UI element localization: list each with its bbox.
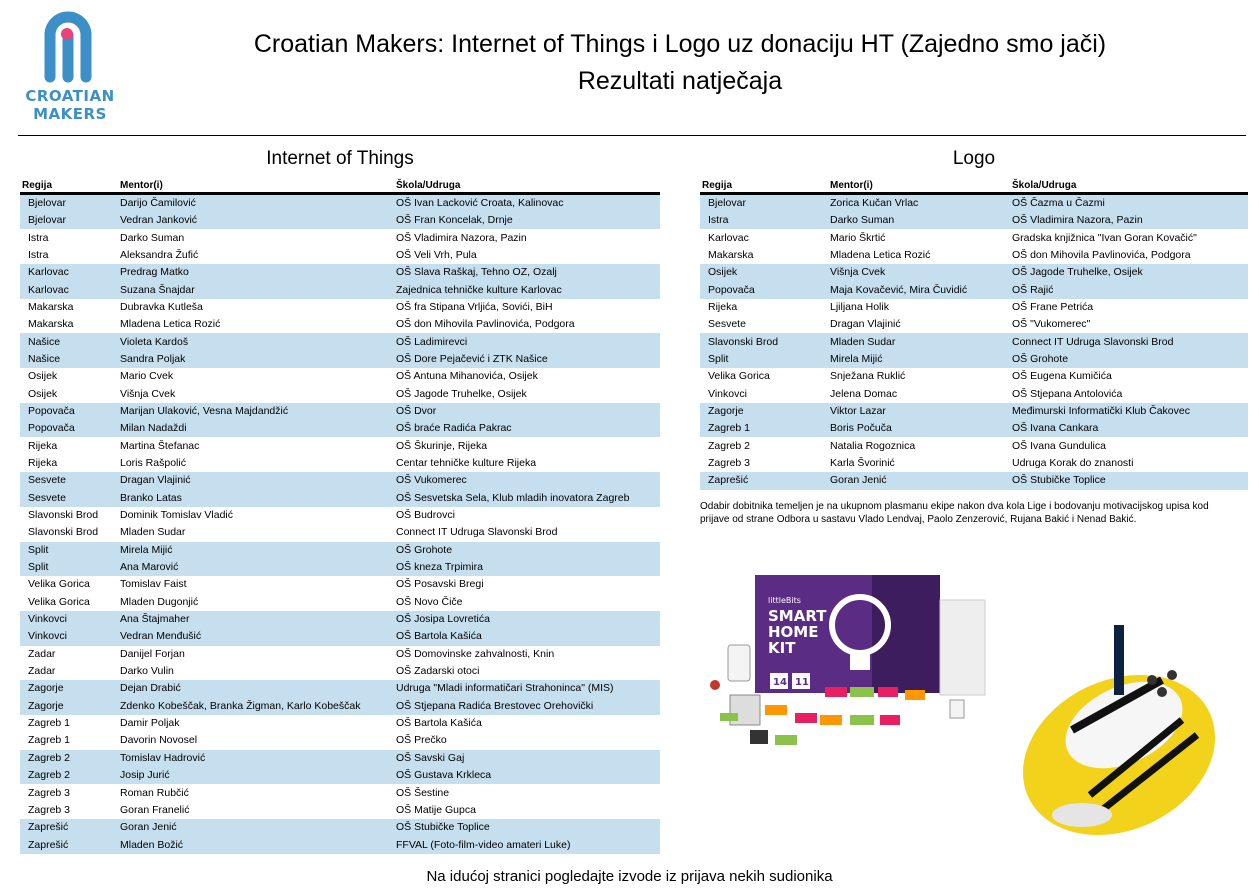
cell-mentor: Goran Franelić	[120, 803, 190, 816]
column-header-skola: Škola/Udruga	[1010, 180, 1248, 194]
croatian-makers-logo	[20, 5, 120, 123]
cell-skola: OŠ Zadarski otoci	[396, 665, 480, 678]
cell-regija: Makarska	[708, 248, 754, 261]
table-row	[20, 194, 660, 213]
cell-skola: OŠ Budrovci	[396, 509, 455, 522]
cell-skola: OŠ Dore Pejačević i ZTK Našice	[394, 351, 660, 368]
cell-regija: Vinkovci	[20, 628, 118, 645]
cell-skola: OŠ Posavski Bregi	[396, 578, 484, 591]
cell-skola: OŠ Gustava Krkleca	[394, 767, 660, 784]
selection-note: Odabir dobitnika temeljen je na ukupnom plasmanu ekipe nakon dva kola Lige i bodovanju motivacijskog upisa kod prijave od strane Odbora u sastavu Vlado Lendvaj, Paolo Zenzerović, Rujana Bakić i Nenad Bakić.	[700, 501, 1209, 525]
table-row	[20, 299, 660, 316]
cell-skola: OŠ Ivana Cankara	[1010, 420, 1248, 437]
cell-mentor: Mladen Božić	[118, 836, 394, 853]
cell-mentor: Mladena Letica Rozić	[120, 318, 221, 331]
smart-home-kit-image	[700, 575, 1005, 775]
cell-skola: OŠ Fran Koncelak, Drnje	[394, 212, 660, 229]
table-row	[700, 212, 1248, 229]
cell-mentor: Suzana Šnajdar	[118, 281, 394, 298]
table-row	[20, 368, 660, 385]
table-row	[20, 455, 660, 472]
table-row	[700, 264, 1248, 281]
cell-regija: Sesvete	[20, 472, 118, 489]
cell-mentor: Zorica Kučan Vrlac	[828, 194, 1010, 213]
cell-mentor: Boris Počuča	[828, 420, 1010, 437]
cell-regija: Našice	[20, 333, 118, 350]
cell-regija: Slavonski Brod	[28, 526, 99, 539]
table-row	[700, 403, 1248, 420]
cell-skola: OŠ Frane Petrića	[1012, 300, 1094, 313]
iot-section-title: Internet of Things	[266, 148, 414, 169]
cell-mentor: Jelena Domac	[830, 387, 898, 400]
cell-regija: Velika Gorica	[28, 578, 90, 591]
table-row	[20, 836, 660, 853]
table-row	[20, 576, 660, 593]
table-row	[700, 351, 1248, 368]
cell-skola: OŠ Dvor	[394, 403, 660, 420]
page-subtitle: Rezultati natječaja	[577, 67, 783, 95]
cell-skola: OŠ Savski Gaj	[394, 750, 660, 767]
svg-text:HOME: HOME	[768, 623, 819, 641]
cell-mentor: Višnja Cvek	[120, 387, 176, 400]
cell-regija: Zagorje	[700, 403, 828, 420]
cell-regija: Zagreb 1	[700, 420, 828, 437]
cell-regija: Rijeka	[708, 300, 738, 313]
cell-mentor: Snježana Ruklić	[830, 370, 906, 383]
cell-mentor: Aleksandra Žufić	[120, 248, 199, 261]
table-row	[20, 507, 660, 524]
cell-skola: OŠ don Mihovila Pavlinovića, Podgora	[1012, 248, 1191, 261]
svg-text:SMART: SMART	[768, 607, 827, 625]
table-row	[20, 212, 660, 229]
table-row	[700, 368, 1248, 385]
header-divider	[18, 135, 1246, 136]
svg-text:11: 11	[795, 677, 809, 688]
svg-text:littleBits: littleBits	[768, 596, 801, 605]
cell-regija: Split	[700, 351, 828, 368]
table-row	[20, 628, 660, 645]
cell-skola: OŠ don Mihovila Pavlinovića, Podgora	[396, 318, 575, 331]
cell-regija: Zadar	[28, 665, 56, 678]
table-row	[20, 472, 660, 489]
cell-regija: Slavonski Brod	[28, 509, 99, 522]
cell-regija: Sesvete	[20, 490, 118, 507]
table-row	[20, 229, 660, 246]
cell-regija: Zaprešić	[20, 836, 118, 853]
cell-regija: Makarska	[28, 300, 74, 313]
table-row	[20, 490, 660, 507]
cell-skola: OŠ Eugena Kumičića	[1012, 370, 1112, 383]
svg-text:14: 14	[773, 677, 787, 688]
cell-skola: Udruga Korak do znanosti	[1012, 456, 1134, 469]
cell-skola: OŠ Prečko	[396, 734, 447, 747]
cell-skola: OŠ Stjepana Radića Brestovec Orehovički	[394, 698, 660, 715]
cell-regija: Zadar	[28, 647, 56, 660]
table-header-row	[700, 180, 1248, 194]
column-header-mentor: Mentor(i)	[118, 180, 394, 194]
cell-mentor: Milan Nadaždi	[118, 420, 394, 437]
cell-skola: OŠ Bartola Kašića	[394, 628, 660, 645]
cell-mentor: Marijan Ulaković, Vesna Majdandžić	[118, 403, 394, 420]
table-row	[700, 281, 1248, 298]
cell-mentor: Goran Jenić	[118, 819, 394, 836]
cell-regija: Bjelovar	[20, 212, 118, 229]
table-row	[20, 542, 660, 559]
cell-mentor: Violeta Kardoš	[118, 333, 394, 350]
table-row	[20, 698, 660, 715]
cell-mentor: Ljiljana Holik	[830, 300, 889, 313]
cell-skola: OŠ Stubičke Toplice	[1010, 472, 1248, 489]
cell-mentor: Mirela Mijić	[118, 542, 394, 559]
cell-skola: Connect IT Udruga Slavonski Brod	[396, 526, 558, 539]
cell-skola: OŠ Vladimira Nazora, Pazin	[396, 231, 527, 244]
table-row	[20, 247, 660, 264]
table-header-row	[20, 180, 660, 194]
cell-regija: Istra	[28, 231, 49, 244]
column-header-regija: Regija	[20, 180, 118, 194]
cell-regija: Osijek	[28, 387, 58, 400]
cell-regija: Zagorje	[20, 698, 118, 715]
cell-skola: Centar tehničke kulture Rijeka	[396, 456, 537, 469]
cell-regija: Split	[20, 542, 118, 559]
cell-skola: OŠ braće Radića Pakrac	[394, 420, 660, 437]
cell-mentor: Davorin Novosel	[120, 734, 198, 747]
table-row	[20, 264, 660, 281]
table-row	[20, 351, 660, 368]
cell-regija: Bjelovar	[20, 194, 118, 213]
cell-skola: OŠ Josipa Lovretića	[394, 611, 660, 628]
table-row	[20, 767, 660, 784]
cell-mentor: Mirela Mijić	[828, 351, 1010, 368]
table-row	[700, 229, 1248, 246]
cell-skola: OŠ Slava Raškaj, Tehno OZ, Ozalj	[394, 264, 660, 281]
table-row	[20, 403, 660, 420]
cell-mentor: Vedran Janković	[118, 212, 394, 229]
cell-mentor: Mladen Sudar	[120, 526, 186, 539]
table-row	[20, 663, 660, 680]
cell-regija: Zagreb 3	[28, 803, 71, 816]
table-row	[20, 333, 660, 350]
cell-regija: Vinkovci	[708, 387, 747, 400]
cell-mentor: Danijel Forjan	[120, 647, 185, 660]
cell-skola: Udruga "Mladi informatičari Strahoninca" (MIS)	[394, 680, 660, 697]
table-row	[20, 784, 660, 801]
cell-mentor: Ana Štajmaher	[118, 611, 394, 628]
cell-regija: Popovača	[700, 281, 828, 298]
cell-skola: Connect IT Udruga Slavonski Brod	[1010, 333, 1248, 350]
cell-regija: Zagreb 3	[28, 786, 71, 799]
cell-regija: Popovača	[20, 420, 118, 437]
cell-mentor: Vedran Menđušić	[118, 628, 394, 645]
cell-skola: Gradska knjižnica "Ivan Goran Kovačić"	[1012, 231, 1197, 244]
cell-regija: Istra	[700, 212, 828, 229]
cell-skola: OŠ Šestine	[396, 786, 450, 799]
cell-mentor: Darijo Čamilović	[118, 194, 394, 213]
cell-mentor: Mladen Sudar	[828, 333, 1010, 350]
cell-regija: Našice	[20, 351, 118, 368]
cell-regija: Zagreb 3	[708, 456, 751, 469]
column-header-regija: Regija	[700, 180, 828, 194]
cell-mentor: Viktor Lazar	[828, 403, 1010, 420]
cell-skola: OŠ Domovinske zahvalnosti, Knin	[396, 647, 555, 660]
table-row	[20, 732, 660, 749]
cell-mentor: Sandra Poljak	[118, 351, 394, 368]
cell-mentor: Maja Kovačević, Mira Čuvidić	[828, 281, 1010, 298]
cell-skola: OŠ Škurinje, Rijeka	[396, 439, 488, 452]
cell-mentor: Roman Rubčić	[120, 786, 189, 799]
cell-mentor: Goran Jenić	[828, 472, 1010, 489]
cell-skola: OŠ Stjepana Antolovića	[1012, 387, 1123, 400]
cell-regija: Vinkovci	[20, 611, 118, 628]
footer-note: Na idućoj stranici pogledajte izvode iz prijava nekih sudionika	[426, 868, 833, 885]
cell-skola: OŠ Vukomerec	[394, 472, 660, 489]
cell-regija: Zagreb 2	[708, 439, 751, 452]
cell-mentor: Predrag Matko	[118, 264, 394, 281]
table-row	[20, 750, 660, 767]
cell-skola: OŠ Antuna Mihanovića, Osijek	[396, 370, 538, 383]
iot-results-table	[20, 180, 660, 854]
table-row	[20, 316, 660, 333]
cell-mentor: Darko Suman	[828, 212, 1010, 229]
cell-mentor: Zdenko Kobeščak, Branka Žigman, Karlo Kobeščak	[118, 698, 394, 715]
cell-regija: Osijek	[28, 370, 58, 383]
cell-regija: Zaprešić	[20, 819, 118, 836]
cell-regija: Karlovac	[20, 281, 118, 298]
cell-skola: OŠ Veli Vrh, Pula	[396, 248, 477, 261]
logo-text-line1: CROATIAN	[25, 87, 115, 105]
cell-regija: Karlovac	[20, 264, 118, 281]
cell-regija: Zagreb 2	[20, 750, 118, 767]
cell-mentor: Martina Štefanac	[120, 439, 200, 452]
cell-skola: OŠ Stubičke Toplice	[394, 819, 660, 836]
cell-regija: Velika Gorica	[708, 370, 770, 383]
cell-regija: Popovača	[20, 403, 118, 420]
cell-mentor: Branko Latas	[118, 490, 394, 507]
cell-skola: OŠ Rajić	[1010, 281, 1248, 298]
cell-skola: OŠ Ladimirevci	[394, 333, 660, 350]
cell-regija: Split	[20, 559, 118, 576]
cell-regija: Bjelovar	[700, 194, 828, 213]
cell-mentor: Mladen Dugonjić	[120, 595, 199, 608]
cell-mentor: Darko Vulin	[120, 665, 174, 678]
cell-skola: OŠ Jagode Truhelke, Osijek	[396, 387, 527, 400]
table-row	[20, 594, 660, 611]
cell-skola: OŠ Čazma u Čazmi	[1010, 194, 1248, 213]
table-row	[20, 559, 660, 576]
cell-regija: Istra	[28, 248, 49, 261]
cell-skola: OŠ Grohote	[1010, 351, 1248, 368]
logo-section-title: Logo	[952, 148, 996, 169]
cell-regija: Osijek	[700, 264, 828, 281]
logo-robot-car-image	[1012, 620, 1227, 840]
cell-skola: OŠ Ivana Gundulica	[1012, 439, 1106, 452]
cell-mentor: Tomislav Faist	[120, 578, 187, 591]
table-row	[700, 333, 1248, 350]
cell-skola: Zajednica tehničke kulture Karlovac	[394, 281, 660, 298]
cell-mentor: Ana Marović	[118, 559, 394, 576]
cell-skola: OŠ kneza Trpimira	[394, 559, 660, 576]
cell-skola: OŠ Matije Gupca	[396, 803, 476, 816]
cell-regija: Makarska	[28, 318, 74, 331]
logo-text-line2: MAKERS	[33, 105, 107, 123]
cell-mentor: Višnja Cvek	[828, 264, 1010, 281]
cell-skola: OŠ Bartola Kašića	[396, 717, 482, 730]
logo-results-table	[700, 180, 1248, 490]
cell-skola: OŠ Vladimira Nazora, Pazin	[1010, 212, 1248, 229]
table-row	[20, 715, 660, 732]
cell-mentor: Dejan Drabić	[118, 680, 394, 697]
cell-mentor: Damir Poljak	[120, 717, 180, 730]
cell-skola: OŠ fra Stipana Vrljića, Sovići, BiH	[396, 300, 553, 313]
table-row	[700, 247, 1248, 264]
column-header-mentor: Mentor(i)	[828, 180, 1010, 194]
cell-mentor: Natalia Rogoznica	[830, 439, 916, 452]
cell-regija: Zagreb 1	[28, 734, 71, 747]
table-row	[700, 472, 1248, 489]
cell-mentor: Tomislav Hadrović	[118, 750, 394, 767]
cell-mentor: Loris Rašpolić	[120, 456, 186, 469]
table-row	[700, 437, 1248, 454]
cell-mentor: Josip Jurić	[118, 767, 394, 784]
table-row	[20, 437, 660, 454]
cell-skola: FFVAL (Foto-film-video amateri Luke)	[394, 836, 660, 853]
table-row	[20, 420, 660, 437]
cell-regija: Slavonski Brod	[700, 333, 828, 350]
cell-mentor: Darko Suman	[120, 231, 185, 244]
table-row	[20, 524, 660, 541]
cell-mentor: Karla Švorinić	[830, 456, 895, 469]
cell-mentor: Dragan Vlajinić	[118, 472, 394, 489]
table-row	[20, 385, 660, 402]
cell-skola: OŠ Jagode Truhelke, Osijek	[1010, 264, 1248, 281]
cell-mentor: Mario Škrtić	[830, 231, 886, 244]
cell-skola: OŠ "Vukomerec"	[1012, 318, 1091, 331]
cell-regija: Rijeka	[28, 439, 58, 452]
cell-regija: Velika Gorica	[28, 595, 90, 608]
cell-regija: Sesvete	[708, 318, 746, 331]
column-header-skola: Škola/Udruga	[394, 180, 660, 194]
table-row	[20, 819, 660, 836]
table-row	[20, 646, 660, 663]
cell-skola: OŠ Grohote	[394, 542, 660, 559]
cell-mentor: Dragan Vlajinić	[830, 318, 901, 331]
cell-regija: Zagreb 2	[20, 767, 118, 784]
cell-skola: OŠ Novo Čiče	[396, 595, 463, 608]
table-row	[20, 680, 660, 697]
cell-mentor: Mario Cvek	[120, 370, 174, 383]
cell-regija: Zaprešić	[700, 472, 828, 489]
cell-skola: OŠ Ivan Lacković Croata, Kalinovac	[394, 194, 660, 213]
cell-regija: Rijeka	[28, 456, 58, 469]
cell-regija: Zagorje	[20, 680, 118, 697]
cell-skola: OŠ Sesvetska Sela, Klub mladih inovatora Zagreb	[394, 490, 660, 507]
table-row	[700, 299, 1248, 316]
cell-skola: Međimurski Informatički Klub Čakovec	[1010, 403, 1248, 420]
table-row	[700, 194, 1248, 213]
cell-mentor: Dubravka Kutleša	[120, 300, 203, 313]
cell-mentor: Dominik Tomislav Vladić	[120, 509, 234, 522]
table-row	[20, 281, 660, 298]
table-row	[700, 316, 1248, 333]
table-row	[700, 455, 1248, 472]
table-row	[20, 611, 660, 628]
cell-regija: Zagreb 1	[28, 717, 71, 730]
cell-regija: Karlovac	[708, 231, 749, 244]
makers-m-icon	[20, 5, 120, 85]
page-title: Croatian Makers: Internet of Things i Logo uz donaciju HT (Zajedno smo jači)	[253, 30, 1107, 58]
table-row	[700, 420, 1248, 437]
table-row	[20, 802, 660, 819]
svg-text:KIT: KIT	[768, 639, 796, 657]
cell-mentor: Mladena Letica Rozić	[830, 248, 931, 261]
table-row	[700, 385, 1248, 402]
